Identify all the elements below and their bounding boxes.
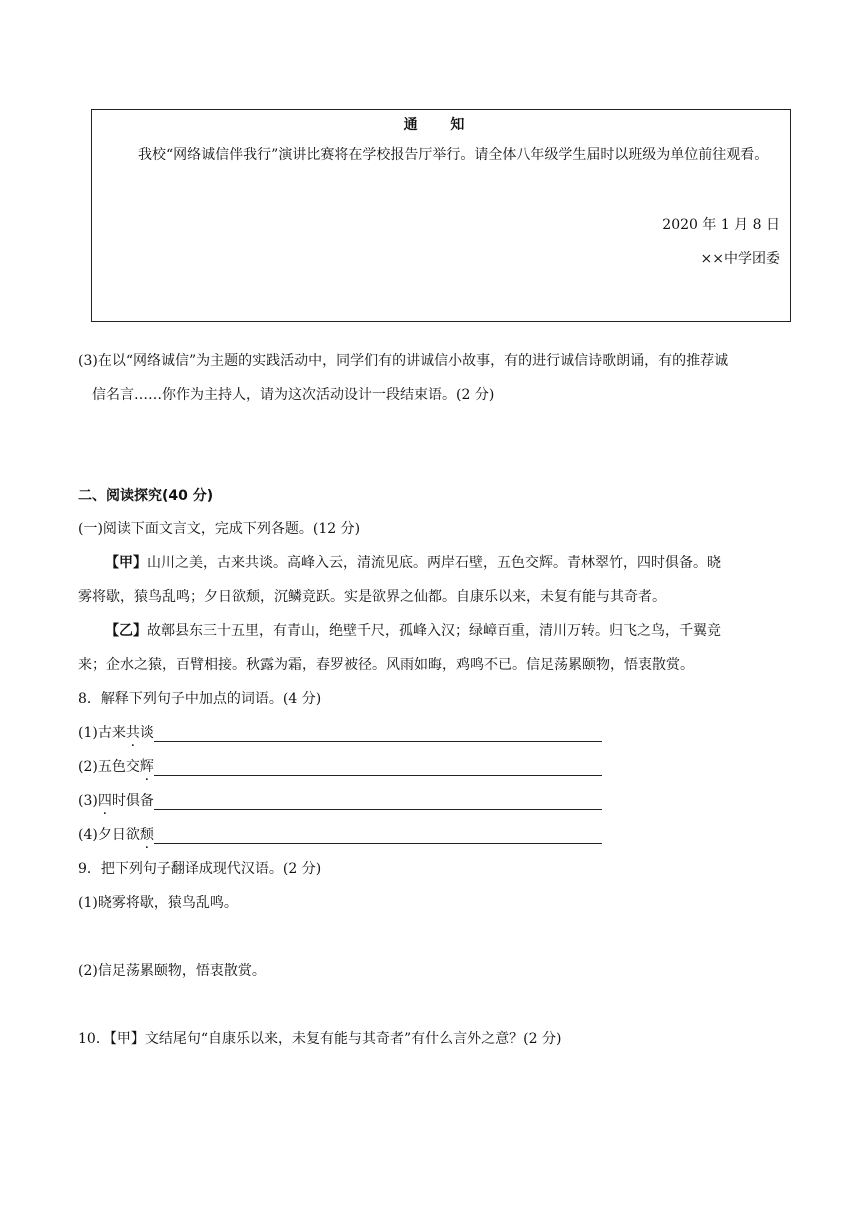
q3-line2: 信名言……你作为主持人，请为这次活动设计一段结束语。(2 分) bbox=[92, 387, 495, 403]
q8-item-3 bbox=[78, 790, 602, 810]
q10-text: 10．【甲】文结尾句“自康乐以来，未复有能与其奇者”有什么言外之意？(2 分) bbox=[78, 1031, 562, 1047]
notice-box bbox=[91, 109, 791, 322]
q8-item-4-answer-line[interactable] bbox=[154, 827, 602, 844]
q9-item-1: (1)晓雾将歇，猿鸟乱鸣。 bbox=[78, 895, 238, 911]
passage-yi-text1: 故鄣县东三十五里，有青山，绝壁千尺，孤峰入汉；绿嶂百重，清川万转。归飞之鸟，千翼竞 bbox=[147, 623, 721, 639]
q8-item-2-answer-line[interactable] bbox=[154, 759, 602, 776]
q8-item-1-suffix: 谈 bbox=[139, 725, 154, 741]
q8-item-4-prefix: (4)夕日欲 bbox=[78, 827, 140, 843]
passage-jia-line2: 雾将歇，猿鸟乱鸣；夕日欲颓，沉鳞竞跃。实是欲界之仙都。自康乐以来，未复有能与其奇者。 bbox=[78, 589, 666, 605]
q8-item-1-dotted-word: 共 bbox=[125, 725, 140, 741]
notice-signature: ××中学团委 bbox=[700, 251, 780, 267]
q8-item-3-suffix: 时俱备 bbox=[111, 793, 154, 809]
q8-item-1-prefix: (1)古来 bbox=[78, 725, 126, 741]
q8-item-4-dotted-word: 颓 bbox=[139, 827, 154, 843]
passage-jia-line1 bbox=[105, 552, 721, 572]
passage-jia-tag: 【甲】 bbox=[105, 555, 147, 571]
q8-item-2 bbox=[78, 756, 602, 776]
q3-line1: (3)在以“网络诚信”为主题的实践活动中，同学们有的讲诚信小故事，有的进行诚信诗歌朗诵，有的推荐诚 bbox=[78, 353, 729, 369]
notice-body: 我校“网络诚信伴我行”演讲比赛将在学校报告厅举行。请全体八年级学生届时以班级为单位前往观看。 bbox=[138, 147, 769, 163]
q8-item-3-prefix: (3) bbox=[78, 793, 98, 809]
q8-item-3-answer-line[interactable] bbox=[154, 793, 602, 810]
q8-item-3-dotted-word: 四 bbox=[97, 793, 112, 809]
passage-jia-text1: 山川之美，古来共谈。高峰入云，清流见底。两岸石壁，五色交辉。青林翠竹，四时俱备。晓 bbox=[147, 555, 721, 571]
q8-item-1-answer-line[interactable] bbox=[154, 725, 602, 742]
q8-item-2-prefix: (2)五色交 bbox=[78, 759, 140, 775]
q8-item-2-dotted-word: 辉 bbox=[139, 759, 154, 775]
passage-yi-line2: 来；企水之猿，百臂相接。秋露为霜，春罗被径。风雨如晦，鸡鸣不已。信足荡累颐物，悟衷散赏。 bbox=[78, 657, 694, 673]
section-subtitle: (一)阅读下面文言文，完成下列各题。(12 分) bbox=[78, 521, 361, 537]
section-title: 二、阅读探究(40 分) bbox=[78, 488, 214, 504]
q8-item-1 bbox=[78, 722, 602, 742]
q8-title: 8．解释下列句子中加点的词语。(4 分) bbox=[78, 691, 322, 707]
passage-yi-tag: 【乙】 bbox=[105, 623, 147, 639]
q8-item-4 bbox=[78, 824, 602, 844]
notice-title: 通 知 bbox=[403, 117, 479, 133]
q9-title: 9．把下列句子翻译成现代汉语。(2 分) bbox=[78, 861, 322, 877]
notice-date: 2020 年 1 月 8 日 bbox=[662, 217, 780, 233]
passage-yi-line1 bbox=[105, 620, 721, 640]
q9-item-2: (2)信足荡累颐物，悟衷散赏。 bbox=[78, 963, 266, 979]
